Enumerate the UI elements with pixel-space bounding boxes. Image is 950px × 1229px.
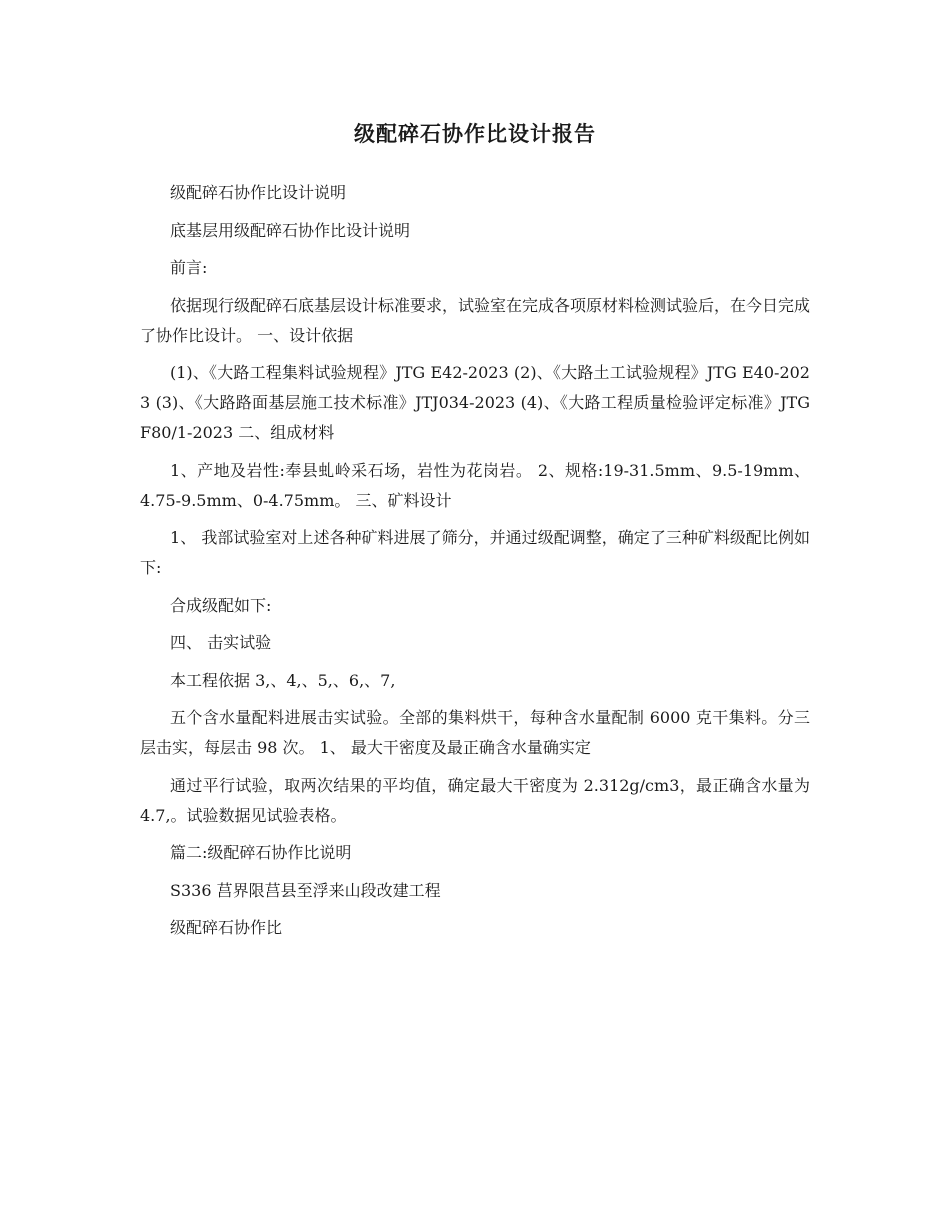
paragraph-part-two-heading: 篇二:级配碎石协作比说明 — [170, 843, 352, 862]
document-title: 级配碎石协作比设计报告 — [354, 121, 596, 146]
paragraph-preface-text: 依据现行级配碎石底基层设计标准要求，试验室在完成各项原材料检测试验后，在今日完成了协作比设计。 一、设计依据 — [140, 295, 811, 345]
paragraph-design-description: 级配碎石协作比设计说明 — [170, 183, 347, 202]
paragraph-compaction-procedure: 五个含水量配料进展击实试验。全部的集料烘干，每种含水量配制 6000 克干集料。分三层击实，每层击 98 次。 1、 最大干密度及最正确含水量确实定 — [140, 708, 810, 757]
paragraph-project-name: S336 莒界限莒县至浮来山段改建工程 — [170, 880, 441, 900]
paragraph-mix-ratio: 级配碎石协作比 — [170, 918, 283, 937]
paragraph-composite-gradation: 合成级配如下: — [170, 595, 272, 615]
document-body — [140, 178, 810, 951]
paragraph-compaction-heading: 四、 击实试验 — [170, 633, 272, 652]
paragraph-subbase-description: 底基层用级配碎石协作比设计说明 — [170, 220, 411, 240]
paragraph-design-basis: (1)、《大路工程集料试验规程》JTG E42-2023 (2)、《大路土工试验规程》JTG E40-2023 (3)、《大路路面基层施工技术标准》JTJ034-2023 (4)、《大路工程质量检验评定标准》JTG F80/1-2023 二、组成材料 — [140, 363, 810, 442]
paragraph-project-basis: 本工程依据 3,、4,、5,、6,、7, — [170, 670, 396, 690]
paragraph-mineral-design: 1、 我部试验室对上述各种矿料进展了筛分，并通过级配调整，确定了三种矿料级配比例如下: — [140, 528, 810, 577]
paragraph-compaction-result: 通过平行试验，取两次结果的平均值，确定最大干密度为 2.312g/cm3，最正确含水量为 4.7,。试验数据见试验表格。 — [140, 775, 810, 825]
paragraph-preface-heading: 前言: — [170, 258, 208, 277]
paragraph-materials: 1、产地及岩性:奉县虬岭采石场，岩性为花岗岩。 2、规格:19-31.5mm、9.5-19mm、4.75-9.5mm、0-4.75mm。 三、矿料设计 — [140, 460, 810, 510]
